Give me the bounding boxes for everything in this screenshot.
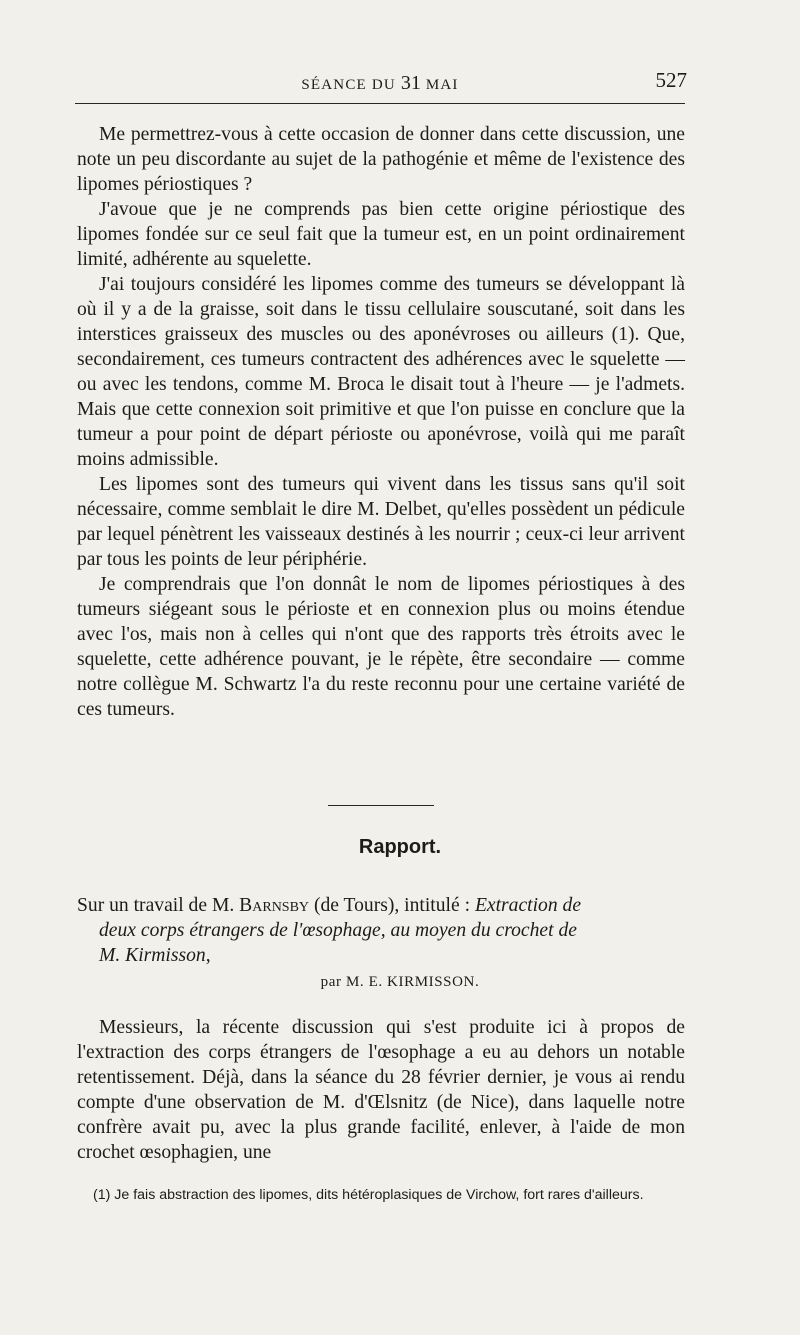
paragraph: J'avoue que je ne comprends pas bien cette origine périostique des lipomes fondée sur ce seul fait que la tumeur est, en un point ordinairement limité, adhérente au squelette.	[77, 199, 685, 270]
running-title-prefix: SÉANCE DU	[301, 77, 401, 93]
report-byline: par M. E. KIRMISSON.	[320, 974, 480, 990]
report-title-line1: Extraction de	[474, 895, 582, 916]
report-intro-mid: (de Tours), intitulé :	[309, 895, 475, 916]
page-number: 527	[655, 68, 687, 92]
header-rule	[75, 103, 685, 104]
paragraph: Je comprendrais que l'on donnât le nom de lipomes périostiques à des tumeurs siégeant sous le périoste et en connexion plus ou moins étendue avec l'os, mais non à celles qui n'ont que des rapports très étroits avec le squelette, cette adhérence pouvant, je le répète, être secondaire — comme notre collègue M. Schwartz l'a du reste reconnu pour une certaine variété de ces tumeurs.	[77, 574, 685, 720]
report-heading	[77, 893, 685, 968]
report-title-line3: M. Kirmisson	[99, 945, 206, 966]
report-title-line2: deux corps étrangers de l'œsophage, au moyen du crochet de	[99, 920, 577, 941]
discussion-text	[77, 122, 685, 722]
report-intro-prefix: Sur un travail de M.	[77, 895, 240, 916]
section-title: Rapport.	[358, 836, 442, 858]
running-title-suffix: MAI	[420, 77, 459, 93]
report-heading-line	[77, 943, 685, 968]
report-author: Barnsby	[239, 895, 310, 916]
report-heading-line	[77, 918, 685, 943]
report-heading-line	[77, 893, 685, 918]
paragraph: Messieurs, la récente discussion qui s'est produite ici à propos de l'extraction des corps étrangers de l'œsophage a eu au dehors un notable retentissement. Déjà, dans la séance du 28 février dernier, je vous ai rendu compte d'une observation de M. d'Œlsnitz (de Nice), dans laquelle notre confrère avait pu, avec la plus grande facilité, enlever, à l'aide de mon crochet œsophagien, une	[77, 1017, 685, 1163]
paragraph: J'ai toujours considéré les lipomes comme des tumeurs se développant là où il y a de la graisse, soit dans le tissu cellulaire souscutané, soit dans les interstices graisseux des muscles ou des aponévroses ou ailleurs (1). Que, secondairement, ces tumeurs contractent des adhérences avec le squelette — ou avec les tendons, comme M. Broca le disait tout à l'heure — je l'admets. Mais que cette connexion soit primitive et que l'on puisse en conclure que la tumeur a pour point de départ périoste ou aponévrose, voilà qui me paraît moins admissible.	[77, 274, 685, 470]
running-title-day: 31	[400, 72, 421, 94]
paragraph: Les lipomes sont des tumeurs qui vivent dans les tissus sans qu'il soit nécessaire, comme semblait le dire M. Delbet, qu'elles possèdent un pédicule par lequel pénètrent les vaisseaux destinés à les nourrir ; ceux-ci leur arrivent par tous les points de leur périphérie.	[77, 474, 685, 570]
paragraph: Me permettrez-vous à cette occasion de donner dans cette discussion, une note un peu discordante au sujet de la pathogénie et même de l'existence des lipomes périostiques ?	[77, 124, 685, 195]
report-text	[77, 1015, 685, 1165]
footnote: (1) Je fais abstraction des lipomes, dits hétéroplasiques de Virchow, fort rares d'ailleurs.	[93, 1187, 644, 1203]
running-header	[75, 62, 685, 92]
section-separator	[328, 805, 434, 806]
running-title	[75, 72, 685, 95]
report-title-trail: ,	[205, 945, 211, 966]
